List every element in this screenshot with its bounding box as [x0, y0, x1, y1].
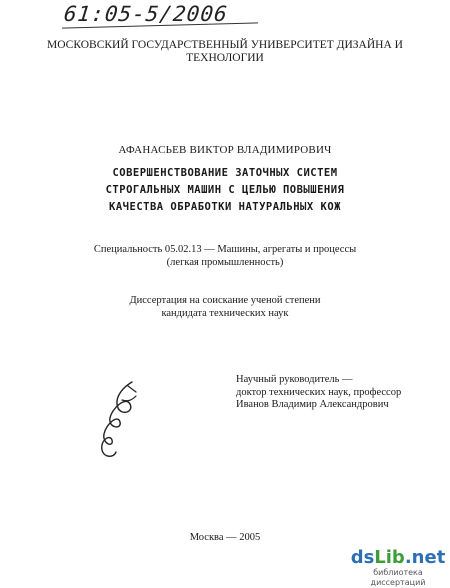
university-name: [0, 39, 450, 65]
specialty: [0, 243, 450, 269]
title-line-2: СТРОГАЛЬНЫХ МАШИН С ЦЕЛЬЮ ПОВЫШЕНИЯ: [105, 184, 345, 196]
university-line-1: МОСКОВСКИЙ ГОСУДАРСТВЕННЫЙ УНИВЕРСИТЕТ ДИЗАЙНА И: [47, 39, 403, 51]
dslib-watermark[interactable]: [348, 548, 448, 588]
author-name: АФАНАСЬЕВ ВИКТОР ВЛАДИМИРОВИЧ: [118, 144, 332, 156]
supervisor-line-2: доктор технических наук, профессор: [236, 386, 402, 398]
dslib-logo: [348, 548, 448, 568]
dissertation-title: [0, 165, 450, 216]
university-line-2: ТЕХНОЛОГИИ: [186, 52, 264, 64]
degree-line-1: Диссертация на соискание ученой степени: [129, 295, 321, 306]
logo-part-lib: Lib: [374, 547, 405, 568]
handwritten-signature: [92, 378, 144, 462]
degree-statement: [0, 294, 450, 320]
degree-line-2: кандидата технических наук: [161, 308, 289, 319]
title-line-1: СОВЕРШЕНСТВОВАНИЕ ЗАТОЧНЫХ СИСТЕМ: [112, 167, 338, 179]
watermark-subtitle: библиотека диссертаций: [370, 568, 426, 587]
title-line-3: КАЧЕСТВА ОБРАБОТКИ НАТУРАЛЬНЫХ КОЖ: [109, 201, 341, 213]
scientific-supervisor: [236, 374, 401, 412]
handwritten-catalog-code: 61:05-5/2006: [62, 2, 229, 26]
specialty-line-2: (легкая промышленность): [166, 257, 284, 268]
place-and-year: Москва — 2005: [189, 532, 261, 543]
supervisor-line-1: Научный руководитель —: [236, 374, 353, 385]
specialty-line-1: Специальность 05.02.13 — Машины, агрегаты и процессы: [93, 244, 357, 255]
logo-part-ds: ds: [350, 547, 375, 568]
supervisor-line-3: Иванов Владимир Александрович: [236, 399, 389, 410]
logo-part-net: .net: [404, 547, 446, 568]
